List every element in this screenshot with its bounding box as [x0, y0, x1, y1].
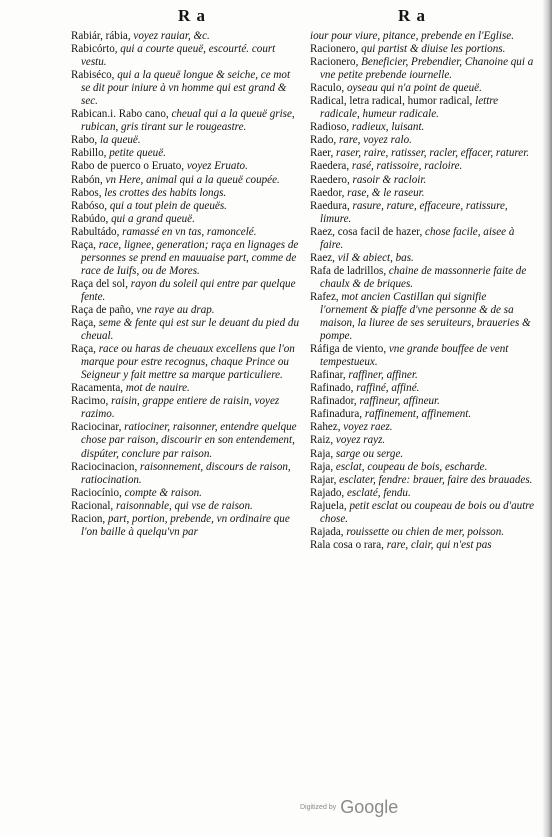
dictionary-entry — [310, 526, 536, 539]
dictionary-entry — [310, 461, 536, 474]
entry-definition: vne raye au drap. — [136, 303, 215, 316]
entry-definition: les crottes des habits longs. — [104, 186, 227, 199]
dictionary-entry — [310, 226, 536, 252]
dictionary-entry — [71, 461, 301, 487]
dictionary-entry — [310, 265, 536, 291]
entry-definition: raisonnable, qui vse de raison. — [115, 499, 253, 512]
entry-headword: Rajada, — [310, 525, 347, 538]
entry-definition: ratiociner, raisonner, entendre quelque chose par raison, discourir en son entendement, dispúter, conclure par raison. — [81, 421, 297, 460]
entry-headword: Rado, — [310, 134, 339, 147]
entry-headword: Rabóso, — [71, 199, 110, 212]
entry-headword: Racion, — [71, 512, 108, 525]
entry-headword: Raedor, — [310, 186, 348, 199]
entry-headword: Raedura, — [310, 199, 353, 212]
page-edge-shadow — [542, 0, 552, 837]
dictionary-entry — [310, 382, 536, 395]
dictionary-entry — [71, 487, 301, 500]
entry-definition: part, portion, prebende, vn ordinaire que l'on baille à quelqu'vn par — [81, 512, 290, 538]
dictionary-entry — [71, 213, 301, 226]
watermark-brand: Google — [340, 797, 399, 817]
dictionary-entry — [310, 187, 536, 200]
entry-definition: iour pour viure, pitance, prebende en l'Eglise. — [310, 30, 514, 42]
entry-definition: rasé, ratissoire, racloire. — [351, 160, 463, 173]
dictionary-entry — [71, 187, 301, 200]
dictionary-entry — [71, 69, 301, 108]
dictionary-entry — [310, 500, 536, 526]
entry-definition: voyez Eruato. — [186, 160, 248, 173]
dictionary-entry — [71, 147, 301, 160]
entry-definition: petite queuë. — [109, 147, 166, 160]
dictionary-entry — [310, 434, 536, 447]
entry-headword: Rabiséco, — [71, 69, 118, 82]
entry-headword: Radioso, — [310, 121, 352, 134]
entry-headword: Raculo, — [310, 82, 347, 95]
entry-definition: raffineur, affineur. — [359, 395, 440, 408]
dictionary-entry — [310, 421, 536, 434]
entry-headword: Raja, — [310, 460, 336, 473]
dictionary-entry — [310, 539, 536, 552]
entry-headword: Rabultádo, — [71, 225, 123, 238]
entry-headword: Raedero, — [310, 173, 353, 186]
watermark-prefix: Digitized by — [300, 804, 337, 811]
dictionary-entry — [71, 108, 301, 134]
dictionary-entry — [310, 448, 536, 461]
entry-definition: chaine de massonnerie faite de chaulx & de briques. — [320, 264, 527, 290]
entry-definition: esclat, coupeau de bois, escharde. — [335, 460, 488, 473]
right-column — [310, 30, 536, 552]
dictionary-entry — [71, 343, 301, 382]
entry-definition: raffiner, affiner. — [348, 369, 418, 382]
entry-headword: Racionero, — [310, 43, 362, 56]
entry-headword: Rabo, — [71, 134, 100, 147]
entry-definition: sarge ou serge. — [335, 447, 404, 460]
dictionary-entry — [71, 421, 301, 460]
entry-headword: Raça del sol, — [71, 277, 131, 290]
entry-headword: Rajar, — [310, 473, 340, 486]
dictionary-entry — [71, 278, 301, 304]
entry-definition: raisin, grappe entiere de raisin, voyez razimo. — [81, 395, 280, 421]
entry-definition: raffinement, affinement. — [364, 408, 472, 421]
dictionary-entry — [310, 147, 536, 160]
dictionary-entry — [71, 239, 301, 278]
left-column — [71, 30, 301, 539]
dictionary-entry — [71, 513, 301, 539]
entry-definition: qui partist & diuise les portions. — [361, 43, 506, 56]
entry-headword: Rajuela, — [310, 499, 350, 512]
entry-headword: Rahez, — [310, 421, 344, 434]
entry-headword: Raiz, — [310, 434, 336, 447]
entry-definition: raisonnement, discours de raison, ratiocination. — [81, 460, 291, 486]
entry-headword: Rafinadura, — [310, 408, 365, 421]
entry-headword: Raciocinar, — [71, 421, 125, 434]
entry-headword: Raciocinacion, — [71, 460, 141, 473]
entry-headword: Raça, — [71, 343, 99, 356]
entry-headword: Racionero, — [310, 56, 362, 69]
dictionary-entry — [310, 487, 536, 500]
entry-definition: race ou haras de cheuaux excellens que l'on marque pour estre recognus, chaque Prince ou Seigneur y fait mettre sa marque particuliere. — [81, 343, 295, 382]
entry-definition: radieux, luisant. — [351, 121, 425, 134]
entry-headword: Rabiár, rábia, — [71, 30, 134, 42]
entry-definition: la queuë. — [99, 134, 141, 147]
dictionary-entry — [310, 343, 536, 369]
entry-headword: Raer, — [310, 147, 337, 160]
entry-headword: Radical, letra radical, humor radical, — [310, 95, 476, 108]
entry-definition: vn Here, animal qui a la queuë coupée. — [105, 173, 280, 186]
entry-definition: rare, clair, qui n'est pas — [386, 538, 492, 551]
entry-definition: raffiné, affiné. — [356, 382, 420, 395]
entry-definition: voyez rayz. — [335, 434, 386, 447]
entry-definition: rouissette ou chien de mer, poisson. — [346, 525, 505, 538]
entry-definition: rayon du soleil qui entre par quelque fente. — [81, 277, 296, 303]
entry-headword: Rafinador, — [310, 395, 360, 408]
entry-definition: petit esclat ou coupeau de bois ou d'autre chose. — [320, 499, 535, 525]
entry-definition: qui a la queuë longue & seiche, ce mot se dit pour iniure à vn homme qui est grand & sec. — [81, 69, 291, 108]
dictionary-entry — [310, 56, 536, 82]
entry-definition: mot de nauire. — [125, 382, 190, 395]
dictionary-entry — [310, 95, 536, 121]
entry-definition: rasure, rature, effaceure, ratissure, limure. — [320, 199, 508, 225]
entry-definition: qui a tout plein de queuës. — [109, 199, 227, 212]
entry-definition: cheual qui a la queuë grise, rubican, gris tirant sur le rougeastre. — [81, 108, 295, 134]
entry-definition: rase, & le raseur. — [347, 186, 425, 199]
entry-definition: esclater, fendre: brauer, faire des brauades. — [339, 473, 533, 486]
dictionary-entry — [310, 369, 536, 382]
dictionary-entry — [310, 30, 536, 43]
entry-definition: qui a grand queuë. — [111, 212, 195, 225]
dictionary-entry — [71, 160, 301, 173]
entry-headword: Rabúdo, — [71, 212, 112, 225]
dictionary-entry — [71, 226, 301, 239]
entry-headword: Rabo de puerco o Eruato, — [71, 160, 187, 173]
dictionary-entry — [310, 43, 536, 56]
dictionary-entry — [71, 134, 301, 147]
entry-definition: race, lignee, generation; raça en lignages de personnes se prend en mauuaise part, comme de race de Iuifs, ou de Mores. — [81, 238, 299, 277]
dictionary-entry — [71, 395, 301, 421]
entry-headword: Rabican.i. Rabo cano, — [71, 108, 172, 121]
dictionary-entry — [310, 200, 536, 226]
entry-definition: oyseau qui n'a point de queuë. — [346, 82, 482, 95]
entry-definition: compte & raison. — [124, 486, 202, 499]
entry-definition: voyez rauiar, &c. — [133, 30, 210, 42]
entry-headword: Rafez, — [310, 290, 342, 303]
entry-headword: Rabos, — [71, 186, 105, 199]
entry-definition: rare, voyez ralo. — [338, 134, 412, 147]
dictionary-entry — [310, 134, 536, 147]
entry-definition: lettre radicale, humeur radicale. — [320, 95, 499, 121]
dictionary-entry — [310, 121, 536, 134]
entry-definition: raser, raire, ratisser, racler, effacer, raturer. — [336, 147, 530, 160]
dictionary-entry — [71, 317, 301, 343]
entry-definition: vne grande bouffee de vent tempestueux. — [320, 343, 509, 369]
entry-headword: Raez, — [310, 251, 338, 264]
entry-definition: rasoir & racloir. — [352, 173, 427, 186]
dictionary-entry — [310, 174, 536, 187]
dictionary-entry — [310, 252, 536, 265]
dictionary-entry — [310, 395, 536, 408]
entry-headword: Raja, — [310, 447, 336, 460]
entry-headword: Rajado, — [310, 486, 347, 499]
entry-headword: Raciocínio, — [71, 486, 125, 499]
dictionary-entry — [310, 408, 536, 421]
entry-definition: mot ancien Castillan qui signifie l'ornement & piaffe d'vne personne & de sa maison, la liuree de ses seruiteurs, braueries & pompe. — [320, 290, 531, 343]
entry-definition: Beneficier, Prebendier, Chanoine qui a vne petite prebende iournelle. — [320, 56, 534, 82]
entry-definition: chose facile, aisee à faire. — [320, 225, 515, 251]
entry-headword: Racamenta, — [71, 382, 126, 395]
dictionary-entry — [71, 174, 301, 187]
running-header-right: R a — [398, 6, 427, 25]
dictionary-entry — [310, 160, 536, 173]
entry-definition: vil & abiect, bas. — [337, 251, 414, 264]
entry-headword: Rafinar, — [310, 369, 349, 382]
dictionary-entry — [71, 200, 301, 213]
entry-headword: Rabillo, — [71, 147, 110, 160]
entry-headword: Raedera, — [310, 160, 352, 173]
dictionary-entry — [71, 30, 301, 43]
running-header-left: R a — [178, 6, 207, 25]
entry-headword: Rala cosa o rara, — [310, 538, 387, 551]
dictionary-entry — [71, 382, 301, 395]
entry-headword: Raça, — [71, 238, 99, 251]
entry-definition: seme & fente qui est sur le deuant du pied du cheual. — [81, 317, 299, 343]
entry-headword: Rafinado, — [310, 382, 357, 395]
dictionary-entry — [71, 43, 301, 69]
entry-headword: Racional, — [71, 499, 116, 512]
digitized-watermark — [300, 797, 430, 818]
entry-headword: Rafa de ladrillos, — [310, 264, 389, 277]
entry-headword: Raez, cosa facil de hazer, — [310, 225, 426, 238]
entry-headword: Racimo, — [71, 395, 112, 408]
entry-headword: Rabón, — [71, 173, 106, 186]
dictionary-entry — [310, 82, 536, 95]
entry-headword: Rabicórto, — [71, 43, 121, 56]
entry-headword: Raça de paño, — [71, 303, 137, 316]
entry-definition: qui a courte queuë, escourté. court vestu. — [81, 43, 276, 69]
dictionary-entry — [71, 304, 301, 317]
dictionary-entry — [71, 500, 301, 513]
entry-definition: ramassé en vn tas, ramoncelé. — [122, 225, 257, 238]
entry-headword: Raça, — [71, 317, 99, 330]
entry-headword: Ráfiga de viento, — [310, 343, 389, 356]
dictionary-entry — [310, 291, 536, 343]
dictionary-entry — [310, 474, 536, 487]
entry-definition: voyez raez. — [343, 421, 393, 434]
entry-definition: esclaté, fendu. — [346, 486, 411, 499]
